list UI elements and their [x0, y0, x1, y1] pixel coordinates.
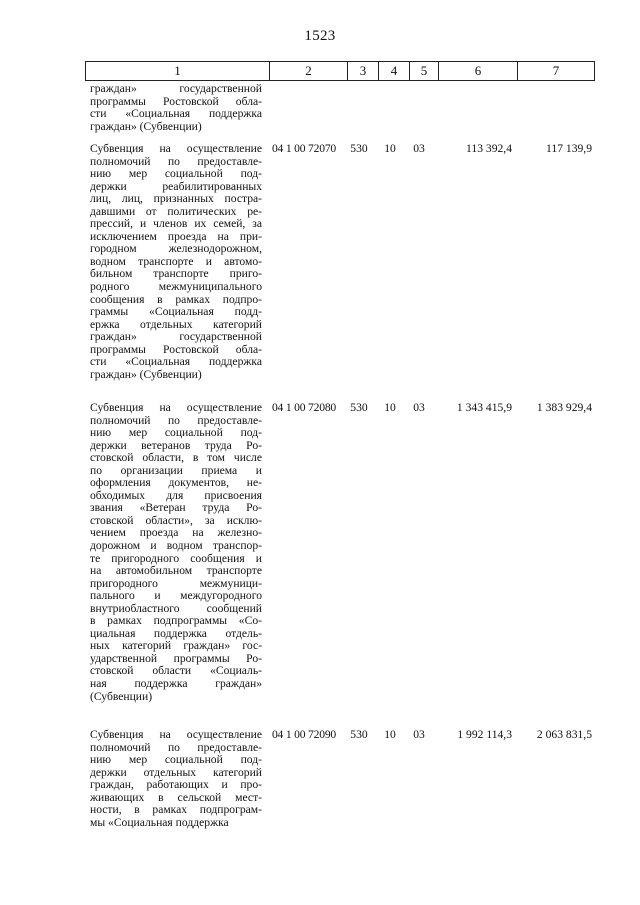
description-line: Субвенция на осуществление [90, 728, 262, 741]
description-line: граждан» (Субвенции) [90, 119, 202, 133]
header-col-3: 3 [347, 62, 378, 80]
description-line: обходимых для присвоения [90, 488, 262, 502]
description-line: полномочий по предоставле- [90, 413, 262, 427]
page-number: 1523 [304, 28, 336, 44]
cell-value-6: 1 992 114,3 [457, 728, 512, 741]
header-col-7: 7 [517, 62, 594, 80]
cell-col-4: 10 [384, 401, 396, 414]
description-line: граммы «Социальная подд- [90, 305, 262, 319]
description-line: Субвенция на осуществление [90, 401, 262, 414]
cell-col-4: 10 [384, 728, 396, 741]
description-line: нию мер социальной под- [90, 753, 262, 767]
description-line: чением проезда на железно- [90, 526, 262, 540]
description-line: программы Ростовской обла- [90, 94, 262, 108]
description-line: граждан» государственной [90, 82, 262, 95]
cell-col-3: 530 [350, 401, 368, 414]
description-line: бильном транспорте приго- [90, 267, 262, 281]
description-line: сообщения в рамках подпро- [90, 292, 262, 306]
row-description [90, 143, 262, 381]
header-col-1: 1 [174, 63, 181, 78]
description-line: программы Ростовской обла- [90, 342, 262, 356]
description-line: живающих в сельской мест- [90, 790, 262, 804]
row-description [90, 729, 262, 829]
description-line: ержка отдельных категорий [90, 317, 262, 331]
description-line: ная поддержка граждан» [90, 677, 262, 691]
row-description [90, 402, 262, 703]
description-line: городном железнодорожном, [90, 242, 262, 256]
header-col-4: 4 [378, 62, 409, 80]
description-line: мы «Социальная поддержка [90, 815, 229, 829]
cell-col-5: 03 [413, 401, 425, 414]
description-line: ных категорий граждан» гос- [90, 639, 262, 653]
cell-value-7: 117 139,9 [546, 142, 592, 155]
description-line: ности, в рамках подпрограм- [90, 803, 262, 817]
description-line: нию мер социальной под- [90, 167, 262, 181]
description-line: на автомобильном транспорте [90, 564, 262, 578]
description-line: граждан» (Субвенции) [90, 367, 202, 381]
row-description [90, 83, 262, 133]
description-line: ударственной программы Ро- [90, 651, 262, 665]
description-line: звания «Ветеран труда Ро- [90, 501, 262, 515]
cell-value-7: 2 063 831,5 [536, 728, 592, 741]
description-line: граждан, работающих и про- [90, 778, 262, 792]
cell-code: 04 1 00 72070 [271, 142, 337, 155]
header-col-2: 2 [269, 62, 347, 80]
cell-col-5: 03 [413, 728, 425, 741]
description-line: пального и междугородного [90, 589, 262, 603]
description-line: пригородного межмуници- [90, 576, 262, 590]
description-line: давшими от политических ре- [90, 204, 262, 218]
table-header [85, 61, 595, 81]
description-line: те пригородного сообщения и [90, 551, 262, 565]
description-line: водном транспорте и автомо- [90, 254, 262, 268]
description-line: внутриобластного сообщений [90, 601, 262, 615]
description-line: оформления документов, не- [90, 476, 262, 490]
description-line: нию мер социальной под- [90, 426, 262, 440]
description-line: держки ветеранов труда Ро- [90, 438, 262, 452]
description-line: держки отдельных категорий [90, 765, 262, 779]
description-line: родного межмуниципального [90, 280, 262, 294]
cell-col-4: 10 [384, 142, 396, 155]
cell-col-5: 03 [413, 142, 425, 155]
description-line: полномочий по предоставле- [90, 740, 262, 754]
header-col-6: 6 [438, 62, 517, 80]
description-line: граждан» государственной [90, 330, 262, 344]
description-line: прессий, и членов их семей, за [90, 217, 262, 231]
description-line: стовской области», за исклю- [90, 513, 262, 527]
cell-col-3: 530 [350, 142, 368, 155]
description-line: по организации приема и [90, 463, 262, 477]
cell-code: 04 1 00 72090 [271, 728, 337, 741]
description-line: лиц, лиц, признанных постра- [90, 192, 262, 206]
cell-code: 04 1 00 72080 [271, 401, 337, 414]
description-line: держки реабилитированных [90, 179, 262, 193]
description-line: дорожном и водном транспор- [90, 539, 262, 553]
description-line: исключением проезда на при- [90, 229, 262, 243]
cell-col-3: 530 [350, 728, 368, 741]
description-line: (Субвенции) [90, 689, 153, 703]
description-line: сти «Социальная поддержка [90, 107, 262, 121]
description-line: Субвенция на осуществление [90, 142, 262, 155]
description-line: сти «Социальная поддержка [90, 355, 262, 369]
description-line: стовской области, в том числе [90, 451, 262, 465]
description-line: циальная поддержка отдель- [90, 626, 262, 640]
cell-value-6: 113 392,4 [466, 142, 512, 155]
header-col-5: 5 [409, 62, 438, 80]
cell-value-6: 1 343 415,9 [456, 401, 512, 414]
cell-value-7: 1 383 929,4 [536, 401, 592, 414]
description-line: стовской области «Социаль- [90, 664, 262, 678]
description-line: полномочий по предоставле- [90, 154, 262, 168]
description-line: в рамках подпрограммы «Со- [90, 614, 262, 628]
